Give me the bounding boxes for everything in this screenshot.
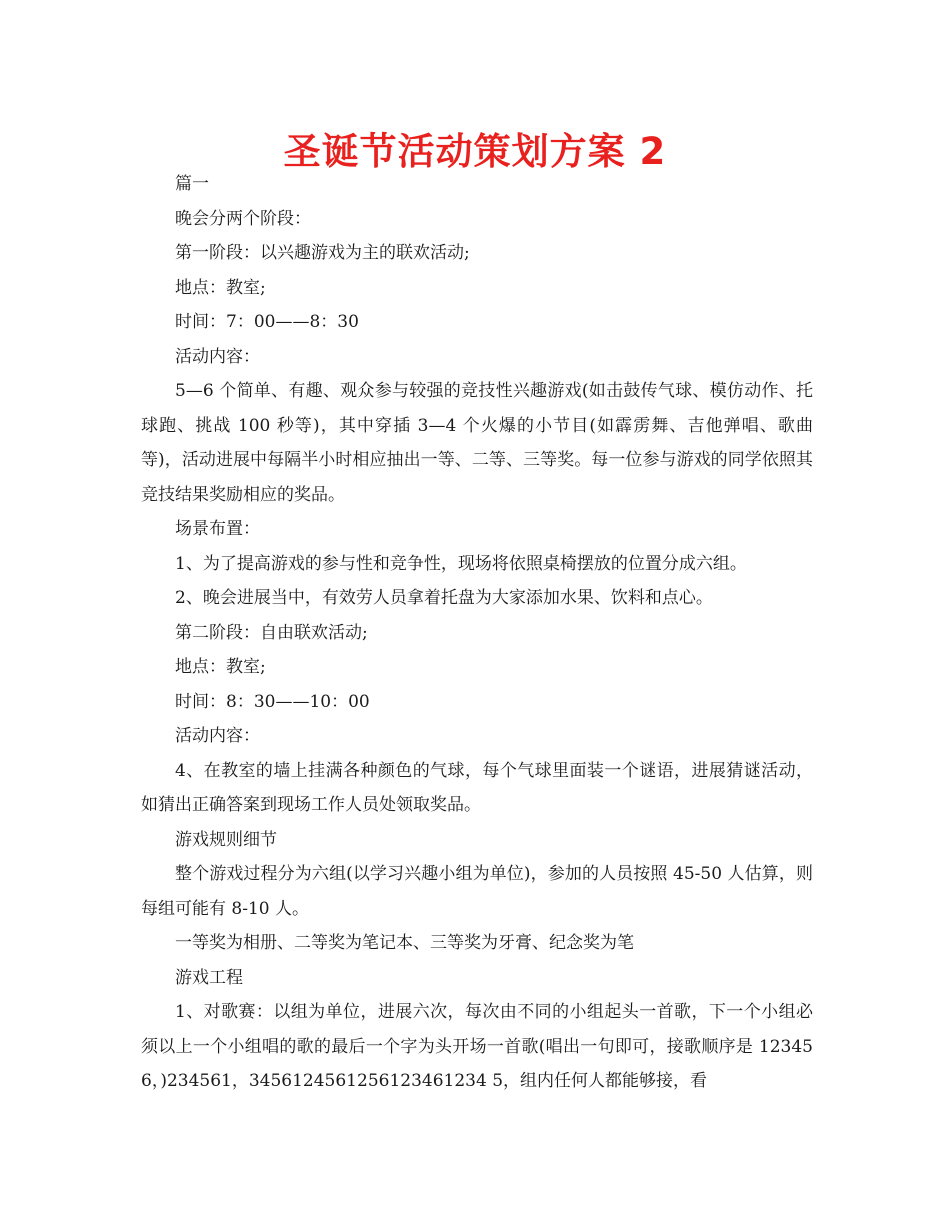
paragraph-14: 活动内容： xyxy=(175,726,260,746)
paragraph-7: 5—6 个简单、有趣、观众参与较强的竞技性兴趣游戏(如击鼓传气球、模仿动作、托球跑、挑战 100 秒等)，其中穿插 3—4 个火爆的小节目(如霹雳舞、吉他弹唱、歌曲等)，活动进展中每隔半小时相应抽出一等、二等、三等奖。每一位参与游戏的同学依照其竞技结果奖励相应的奖品。 xyxy=(141,381,813,505)
paragraph-15: 4、在教室的墙上挂满各种颜色的气球，每个气球里面装一个谜语，进展猜谜活动，如猜出正确答案到现场工作人员处领取奖品。 xyxy=(141,760,813,815)
paragraph-11: 第二阶段：自由联欢活动; xyxy=(175,622,368,643)
paragraph-19: 游戏工程 xyxy=(175,967,243,988)
paragraph-4: 地点：教室; xyxy=(175,277,266,298)
paragraph-2: 晚会分两个阶段： xyxy=(175,208,311,229)
paragraph-12: 地点：教室; xyxy=(175,657,266,677)
document-body xyxy=(141,167,813,1099)
paragraph-10: 2、晚会进展当中，有效劳人员拿着托盘为大家添加水果、饮料和点心。 xyxy=(175,588,713,608)
paragraph-16: 游戏规则细节 xyxy=(175,829,277,850)
paragraph-18: 一等奖为相册、二等奖为笔记本、三等奖为牙膏、纪念奖为笔 xyxy=(175,933,634,953)
paragraph-9: 1、为了提高游戏的参与性和竞争性，现场将依照桌椅摆放的位置分成六组。 xyxy=(175,553,747,574)
document-title: 圣诞节活动策划方案 2 xyxy=(283,130,667,173)
paragraph-3: 第一阶段：以兴趣游戏为主的联欢活动; xyxy=(175,243,470,263)
paragraph-8: 场景布置： xyxy=(175,519,260,539)
paragraph-20: 1、对歌赛：以组为单位，进展六次，每次由不同的小组起头一首歌，下一个小组必须以上一个小组唱的歌的最后一个字为头开场一首歌(唱出一句即可，接歌顺序是 123456，)234561，3456124561256123461234 5，组内任何人都能够接，看 xyxy=(141,1002,813,1091)
paragraph-6: 活动内容： xyxy=(175,346,260,367)
paragraph-13: 时间：8：30——10：00 xyxy=(175,691,370,712)
paragraph-17: 整个游戏过程分为六组(以学习兴趣小组为单位)，参加的人员按照 45-50 人估算，则每组可能有 8-10 人。 xyxy=(141,864,813,919)
paragraph-5: 时间：7：00——8：30 xyxy=(175,312,359,332)
paragraph-1: 篇一 xyxy=(175,174,209,194)
